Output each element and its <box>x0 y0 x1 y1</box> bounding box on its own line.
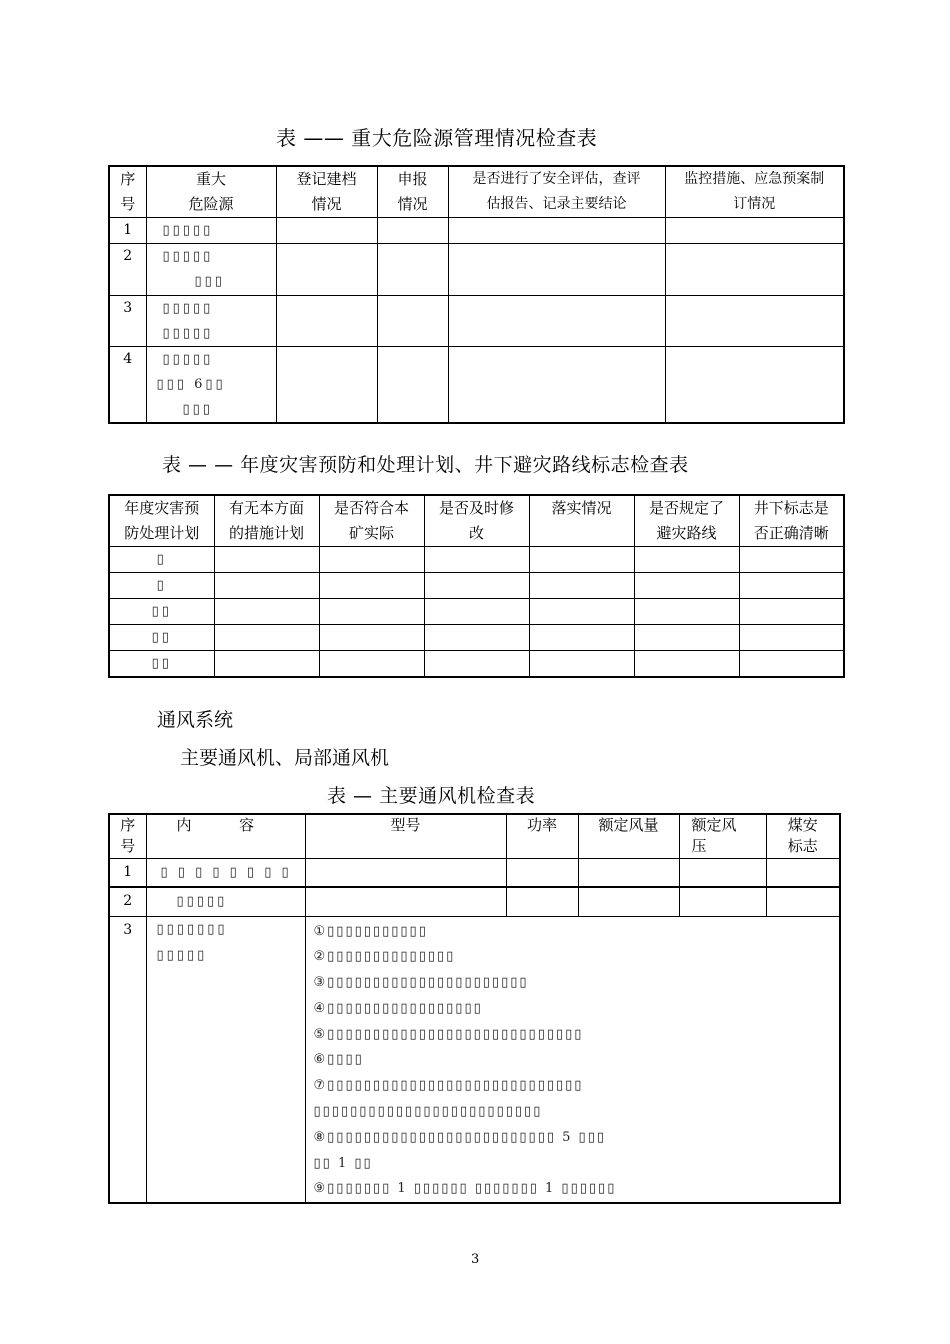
th-fits-mine: 是否符合本 矿实际 <box>319 495 424 547</box>
table1-header-row <box>109 166 844 218</box>
table-row <box>109 916 840 1203</box>
th-serial: 序 号 <box>109 814 146 858</box>
row-number: 2 <box>109 244 146 296</box>
th-registration: 登记建档 情况 <box>276 166 377 218</box>
row-label: ▯▯▯▯▯ ▯▯▯ 6▯▯ ▯▯▯ <box>146 347 276 424</box>
row-label: ▯▯ <box>109 651 214 678</box>
row-label: ▯ <box>109 547 214 573</box>
checklist-item: ①▯▯▯▯▯▯▯▯▯▯▯ <box>313 923 428 939</box>
th-rated-pressure: 额定风 压 <box>679 814 766 858</box>
row-number: 1 <box>109 858 146 887</box>
th-timely-revised: 是否及时修 改 <box>424 495 529 547</box>
checklist-item: ▯▯ 1 ▯▯ <box>313 1155 373 1171</box>
section-subheading: 主要通风机、局部通风机 <box>180 747 390 769</box>
checklist-item: ⑧▯▯▯▯▯▯▯▯▯▯▯▯▯▯▯▯▯▯▯▯▯▯▯▯▯ 5 ▯▯▯ <box>313 1129 606 1145</box>
th-has-measures: 有无本方面 的措施计划 <box>214 495 319 547</box>
checklist-item: ④▯▯▯▯▯▯▯▯▯▯▯▯▯▯▯▯▯ <box>313 1000 483 1016</box>
table-row <box>109 599 844 625</box>
table2-header-row <box>109 495 844 547</box>
th-escape-route: 是否规定了 避灾路线 <box>634 495 739 547</box>
row-number: 3 <box>109 296 146 347</box>
th-major-hazard: 重大 危险源 <box>146 166 276 218</box>
th-rated-airflow: 额定风量 <box>578 814 679 858</box>
table-row <box>109 347 844 424</box>
checklist-item: ②▯▯▯▯▯▯▯▯▯▯▯▯▯▯ <box>313 949 456 965</box>
row-label: ▯▯ <box>109 625 214 651</box>
row-label: ▯▯▯▯▯ <box>146 218 276 244</box>
th-power: 功率 <box>506 814 578 858</box>
row-label: ▯▯▯▯▯ <box>146 887 305 916</box>
table-row <box>109 218 844 244</box>
row-number: 3 <box>109 916 146 1203</box>
row-label: ▯▯▯▯▯▯▯ ▯▯▯▯▯ <box>146 916 305 1203</box>
checklist-item: ▯▯▯▯▯▯▯▯▯▯▯▯▯▯▯▯▯▯▯▯▯▯▯▯▯ <box>313 1104 543 1120</box>
row-label: ▯ ▯ ▯ ▯ ▯ ▯ ▯ ▯ <box>146 858 305 887</box>
th-safety-mark: 煤安 标志 <box>766 814 840 858</box>
checklist <box>305 916 840 1203</box>
th-content: 内 容 <box>146 814 305 858</box>
table-row <box>109 651 844 678</box>
row-label: ▯▯▯▯▯ ▯▯▯▯▯ <box>146 296 276 347</box>
row-label: ▯ <box>109 573 214 599</box>
checklist-item: ⑤▯▯▯▯▯▯▯▯▯▯▯▯▯▯▯▯▯▯▯▯▯▯▯▯▯▯▯▯ <box>313 1026 584 1042</box>
th-safety-evaluation: 是否进行了安全评估，查评 估报告、记录主要结论 <box>448 166 665 218</box>
table2-disaster-plan <box>108 494 845 678</box>
checklist-item: ⑨▯▯▯▯▯▯▯ 1 ▯▯▯▯▯▯ ▯▯▯▯▯▯▯ 1 ▯▯▯▯▯▯ <box>313 1181 617 1197</box>
th-implementation: 落实情况 <box>529 495 634 547</box>
table-row <box>109 573 844 599</box>
table-row <box>109 858 840 887</box>
row-number: 2 <box>109 887 146 916</box>
th-signs-clear: 井下标志是 否正确清晰 <box>739 495 844 547</box>
table3-title: 表 — 主要通风机检查表 <box>327 785 536 807</box>
table-row <box>109 244 844 296</box>
th-model: 型号 <box>305 814 506 858</box>
checklist-item: ⑥▯▯▯▯ <box>313 1052 364 1068</box>
th-declaration: 申报 情况 <box>377 166 448 218</box>
table2-title: 表 — — 年度灾害预防和处理计划、井下避灾路线标志检查表 <box>162 454 689 476</box>
table-row <box>109 887 840 916</box>
table1-major-hazard <box>108 165 845 424</box>
table3-main-fan <box>108 813 841 1204</box>
th-serial: 序 号 <box>109 166 146 218</box>
row-number: 1 <box>109 218 146 244</box>
checklist-item: ⑦▯▯▯▯▯▯▯▯▯▯▯▯▯▯▯▯▯▯▯▯▯▯▯▯▯▯▯▯ <box>313 1078 584 1094</box>
th-annual-plan: 年度灾害预 防处理计划 <box>109 495 214 547</box>
table3-header-row <box>109 814 840 858</box>
checklist-item: ③▯▯▯▯▯▯▯▯▯▯▯▯▯▯▯▯▯▯▯▯▯▯ <box>313 975 529 991</box>
section-heading: 通风系统 <box>157 709 234 731</box>
th-monitoring-plan: 监控措施、应急预案制 订情况 <box>665 166 844 218</box>
row-number: 4 <box>109 347 146 424</box>
row-label: ▯▯▯▯▯ ▯▯▯ <box>146 244 276 296</box>
table-row <box>109 625 844 651</box>
table1-title: 表 —— 重大危险源管理情况检查表 <box>276 126 598 150</box>
page-number: 3 <box>471 1252 480 1267</box>
row-label: ▯▯ <box>109 599 214 625</box>
table-row <box>109 296 844 347</box>
table-row <box>109 547 844 573</box>
